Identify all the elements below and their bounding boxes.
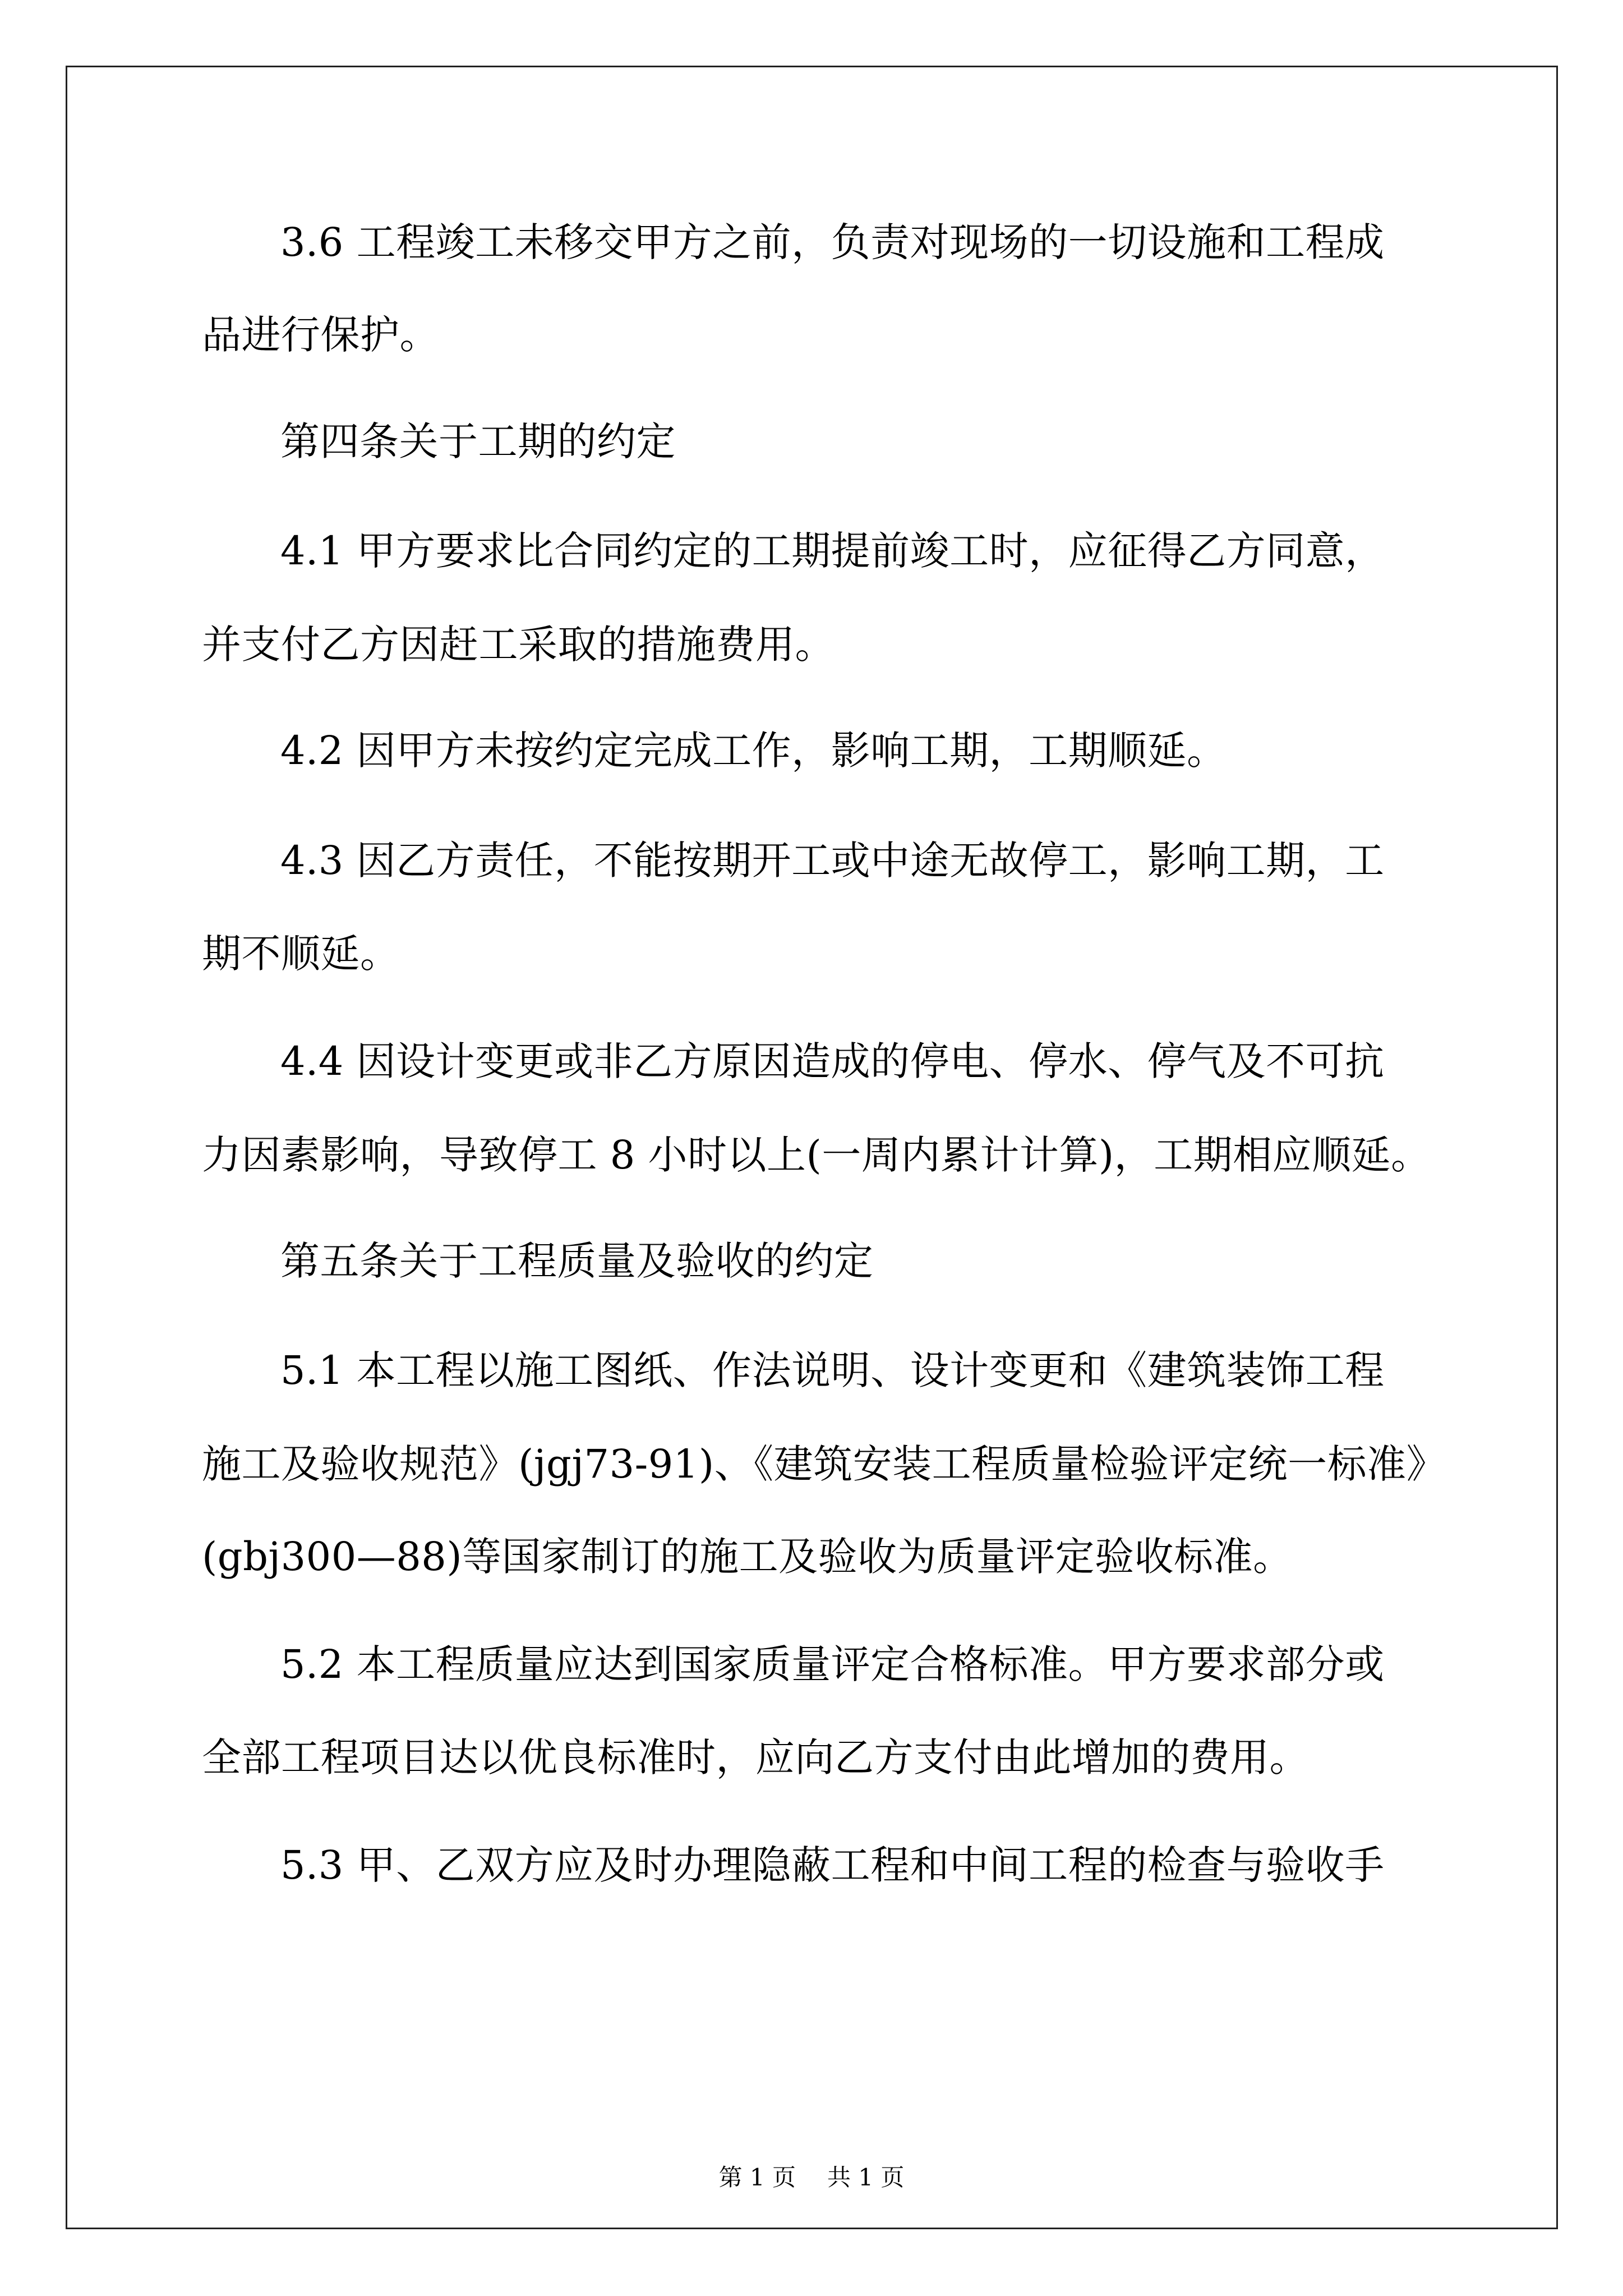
section-heading: 第五条关于工程质量及验收的约定 — [280, 1238, 874, 1284]
page-number: 第 1 页 — [718, 2164, 796, 2191]
paragraph-line: 4.2 因甲方未按约定完成工作，影响工期，工期顺延。 — [280, 728, 1227, 774]
paragraph-line: 品进行保护。 — [202, 312, 439, 358]
paragraph-line: 并支付乙方因赶工采取的措施费用。 — [202, 622, 834, 668]
page-total: 共 1 页 — [827, 2164, 905, 2191]
paragraph-line: 5.3 甲、乙双方应及时办理隐蔽工程和中间工程的检查与验收手 — [280, 1842, 1385, 1888]
paragraph-line: 全部工程项目达以优良标准时，应向乙方支付由此增加的费用。 — [202, 1734, 1309, 1780]
paragraph-line: 力因素影响，导致停工 8 小时以上(一周内累计计算)，工期相应顺延。 — [202, 1132, 1431, 1178]
paragraph-line: 4.4 因设计变更或非乙方原因造成的停电、停水、停气及不可抗 — [280, 1038, 1385, 1084]
paragraph-line: 4.1 甲方要求比合同约定的工期提前竣工时，应征得乙方同意， — [280, 528, 1385, 574]
paragraph-line: 4.3 因乙方责任，不能按期开工或中途无故停工，影响工期，工 — [280, 838, 1385, 884]
page-footer — [0, 2161, 1623, 2194]
section-heading: 第四条关于工期的约定 — [280, 418, 676, 464]
paragraph-line: 施工及验收规范》(jgj73-91)、《建筑安装工程质量检验评定统一标准》 — [202, 1441, 1446, 1487]
paragraph-line: 3.6 工程竣工未移交甲方之前，负责对现场的一切设施和工程成 — [280, 219, 1385, 265]
paragraph-line: (gbj300—88)等国家制订的施工及验收为质量评定验收标准。 — [202, 1534, 1293, 1580]
paragraph-line: 期不顺延。 — [202, 931, 400, 977]
paragraph-line: 5.2 本工程质量应达到国家质量评定合格标准。甲方要求部分或 — [280, 1641, 1385, 1687]
paragraph-line: 5.1 本工程以施工图纸、作法说明、设计变更和《建筑装饰工程 — [280, 1347, 1385, 1393]
